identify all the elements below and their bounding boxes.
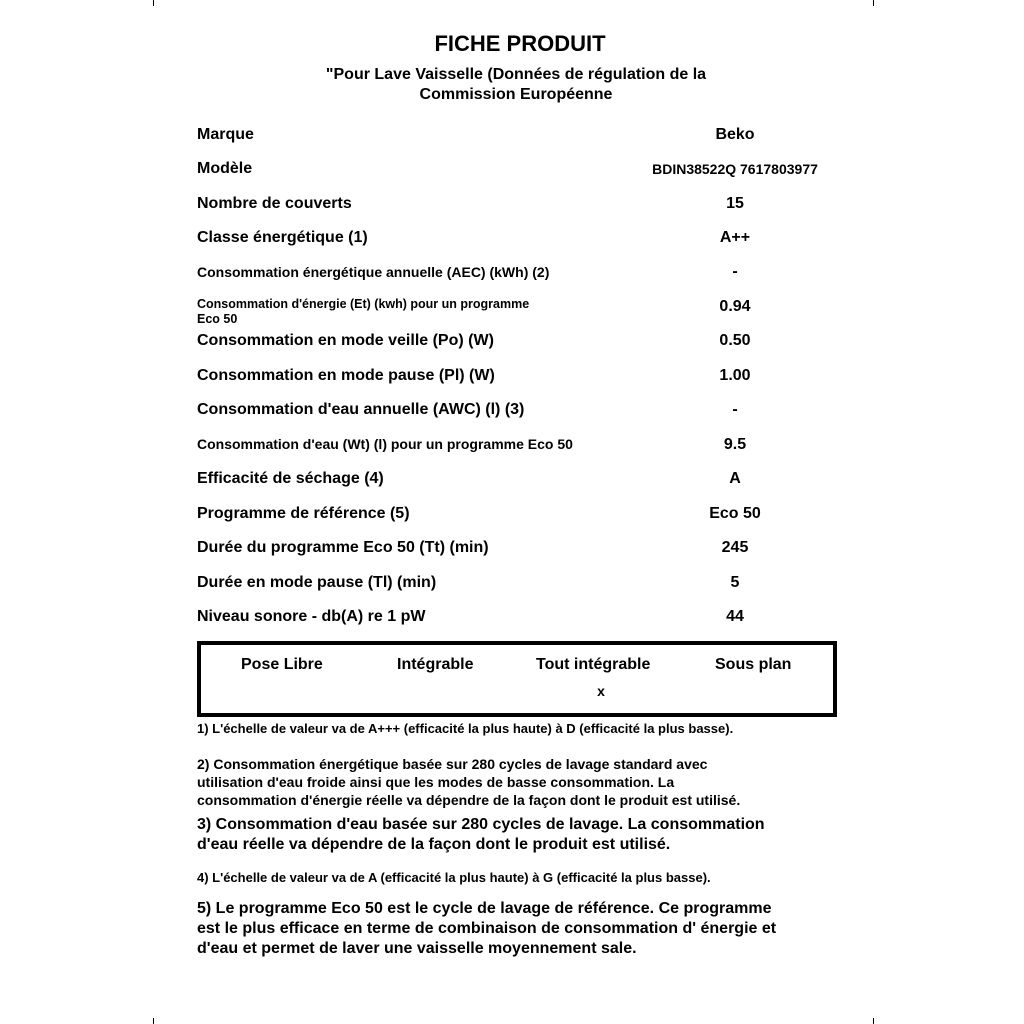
install-selected-mark: x bbox=[597, 683, 605, 699]
spec-label: Consommation en mode veille (Po) (W) bbox=[197, 332, 494, 349]
crop-mark-top-right bbox=[873, 0, 874, 6]
spec-value: - bbox=[732, 401, 738, 418]
spec-label: Classe énergétique (1) bbox=[197, 229, 368, 246]
spec-value: A bbox=[729, 470, 741, 487]
spec-label: Consommation d'eau annuelle (AWC) (l) (3) bbox=[197, 401, 525, 418]
spec-value: A++ bbox=[719, 229, 751, 246]
footnote-line: d'eau réelle va dépendre de la façon dont le produit est utilisé. bbox=[197, 836, 671, 853]
spec-label: Nombre de couverts bbox=[197, 195, 352, 212]
spec-label: Durée en mode pause (Tl) (min) bbox=[197, 574, 437, 591]
footnote-line: consommation d'énergie réelle va dépendre de la façon dont le produit est utilisé. bbox=[197, 792, 741, 808]
footnote-line: utilisation d'eau froide ainsi que les modes de basse consommation. La bbox=[197, 774, 675, 790]
spec-label bbox=[197, 297, 529, 327]
spec-value: 1.00 bbox=[719, 367, 751, 384]
subtitle-line: "Pour Lave Vaisselle (Données de régulation de la bbox=[325, 66, 707, 83]
installation-type-box bbox=[197, 641, 837, 717]
footnote-line: 5) Le programme Eco 50 est le cycle de lavage de référence. Ce programme bbox=[197, 900, 772, 917]
spec-label: Consommation d'eau (Wt) (l) pour un programme Eco 50 bbox=[197, 436, 573, 452]
footnote-5 bbox=[197, 899, 847, 959]
install-col-fully-integrated: Tout intégrable bbox=[536, 656, 651, 673]
spec-value: 9.5 bbox=[723, 436, 747, 453]
spec-value: 44 bbox=[726, 608, 744, 625]
spec-label: Marque bbox=[197, 126, 254, 143]
footnote-3 bbox=[197, 815, 847, 855]
page-title: FICHE PRODUIT bbox=[434, 31, 606, 56]
subtitle-line: Commission Européenne bbox=[419, 86, 613, 103]
spec-value: 245 bbox=[721, 539, 749, 556]
page-subtitle bbox=[0, 65, 1024, 105]
footnote-line: d'eau et permet de laver une vaisselle moyennement sale. bbox=[197, 940, 637, 957]
spec-value: 0.50 bbox=[719, 332, 751, 349]
footnote-line: 2) Consommation énergétique basée sur 280 cycles de lavage standard avec bbox=[197, 756, 708, 772]
spec-label: Niveau sonore - db(A) re 1 pW bbox=[197, 608, 426, 625]
spec-label-line: Consommation d'énergie (Et) (kwh) pour un programme bbox=[197, 297, 530, 311]
spec-label: Programme de référence (5) bbox=[197, 505, 410, 522]
crop-mark-bottom-right bbox=[873, 1018, 874, 1024]
footnote-4: 4) L'échelle de valeur va de A (efficacité la plus haute) à G (efficacité la plus basse). bbox=[197, 870, 711, 885]
footnote-line: est le plus efficace en terme de combinaison de consommation d' énergie et bbox=[197, 920, 777, 937]
spec-label: Efficacité de séchage (4) bbox=[197, 470, 384, 487]
spec-value: BDIN38522Q 7617803977 bbox=[652, 161, 818, 177]
spec-value: 15 bbox=[726, 195, 744, 212]
spec-label: Consommation énergétique annuelle (AEC) (kWh) (2) bbox=[197, 264, 550, 280]
spec-value: - bbox=[732, 263, 738, 280]
footnote-1: 1) L'échelle de valeur va de A+++ (efficacité la plus haute) à D (efficacité la plus basse). bbox=[197, 721, 734, 736]
spec-label: Modèle bbox=[197, 160, 253, 177]
footnote-line: 3) Consommation d'eau basée sur 280 cycles de lavage. La consommation bbox=[197, 816, 765, 833]
spec-label-line: Eco 50 bbox=[197, 312, 238, 326]
spec-value: 0.94 bbox=[719, 298, 751, 315]
spec-label: Durée du programme Eco 50 (Tt) (min) bbox=[197, 539, 489, 556]
footnote-2 bbox=[197, 755, 847, 809]
spec-value: Eco 50 bbox=[709, 505, 761, 522]
install-col-freestanding: Pose Libre bbox=[241, 656, 323, 673]
crop-mark-bottom-left bbox=[153, 1018, 154, 1024]
spec-value: 5 bbox=[730, 574, 740, 591]
crop-mark-top-left bbox=[153, 0, 154, 6]
install-col-integrable: Intégrable bbox=[397, 656, 474, 673]
install-col-under-counter: Sous plan bbox=[715, 656, 792, 673]
spec-label: Consommation en mode pause (Pl) (W) bbox=[197, 367, 495, 384]
spec-value: Beko bbox=[715, 126, 755, 143]
